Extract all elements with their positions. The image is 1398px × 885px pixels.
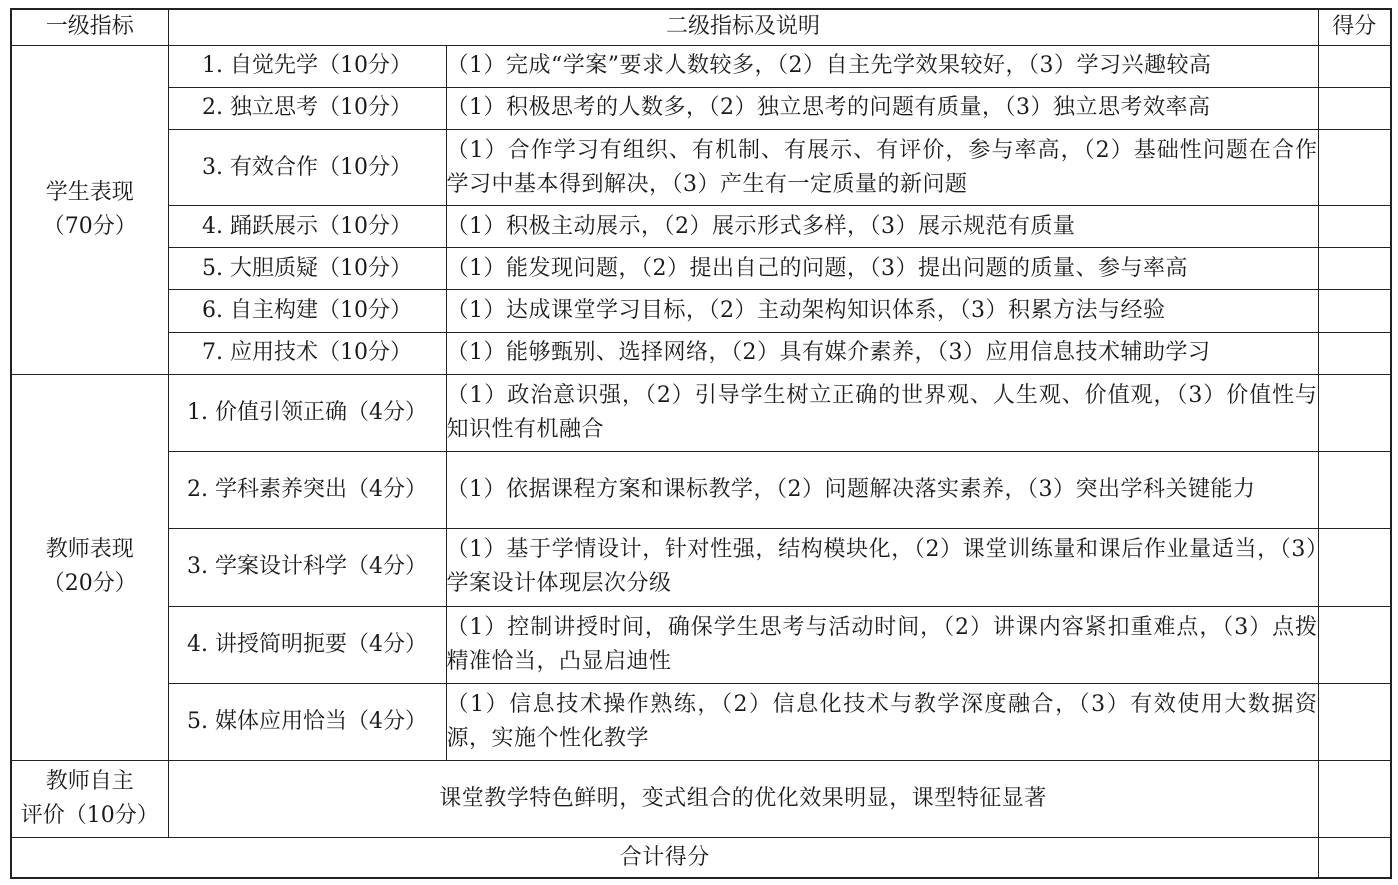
category-teacher-title: 教师表现 xyxy=(45,537,134,563)
score-cell[interactable] xyxy=(1318,374,1391,451)
sub-indicator: 4. 讲授简明扼要（4分） xyxy=(168,606,446,683)
table-row xyxy=(11,206,1391,248)
table-row xyxy=(11,451,1391,528)
category-self-eval-title: 教师自主 xyxy=(45,769,134,795)
category-self-eval xyxy=(11,761,168,838)
indicator-description: （1）积极主动展示，（2）展示形式多样，（3）展示规范有质量 xyxy=(446,206,1318,248)
evaluation-table xyxy=(10,8,1392,879)
indicator-description: （1）合作学习有组织、有机制、有展示、有评价，参与率高，（2）基础性问题在合作学习中基本得到解决，（3）产生有一定质量的新问题 xyxy=(446,129,1318,205)
score-cell[interactable] xyxy=(1318,529,1391,606)
table-row xyxy=(11,332,1391,374)
total-score-cell[interactable] xyxy=(1318,838,1391,878)
header-level2: 二级指标及说明 xyxy=(168,9,1318,45)
header-level1: 一级指标 xyxy=(11,9,168,45)
sub-indicator: 5. 媒体应用恰当（4分） xyxy=(168,683,446,760)
sub-indicator: 7. 应用技术（10分） xyxy=(168,332,446,374)
sub-indicator: 2. 学科素养突出（4分） xyxy=(168,451,446,528)
sub-indicator: 6. 自主构建（10分） xyxy=(168,290,446,332)
score-cell[interactable] xyxy=(1318,45,1391,87)
sub-indicator: 5. 大胆质疑（10分） xyxy=(168,248,446,290)
indicator-description: （1）积极思考的人数多，（2）独立思考的问题有质量，（3）独立思考效率高 xyxy=(446,87,1318,129)
category-student-points: （70分） xyxy=(42,213,137,239)
table-row xyxy=(11,683,1391,760)
table-row xyxy=(11,129,1391,205)
score-cell[interactable] xyxy=(1318,683,1391,760)
category-self-eval-points: 评价（10分） xyxy=(20,803,159,829)
indicator-description: （1）基于学情设计，针对性强，结构模块化，（2）课堂训练量和课后作业量适当，（3）学案设计体现层次分级 xyxy=(446,529,1318,606)
self-eval-description: 课堂教学特色鲜明，变式组合的优化效果明显，课型特征显著 xyxy=(168,761,1318,838)
indicator-description: （1）信息技术操作熟练，（2）信息化技术与教学深度融合，（3）有效使用大数据资源，实施个性化教学 xyxy=(446,683,1318,760)
score-cell[interactable] xyxy=(1318,290,1391,332)
indicator-description: （1）控制讲授时间，确保学生思考与活动时间，（2）讲课内容紧扣重难点，（3）点拨精准恰当，凸显启迪性 xyxy=(446,606,1318,683)
table-row xyxy=(11,374,1391,451)
indicator-description: （1）政治意识强，（2）引导学生树立正确的世界观、人生观、价值观，（3）价值性与知识性有机融合 xyxy=(446,374,1318,451)
indicator-description: （1）达成课堂学习目标，（2）主动架构知识体系，（3）积累方法与经验 xyxy=(446,290,1318,332)
category-teacher-points: （20分） xyxy=(42,571,137,597)
score-cell[interactable] xyxy=(1318,606,1391,683)
total-row xyxy=(11,838,1391,878)
table-row xyxy=(11,606,1391,683)
sub-indicator: 1. 价值引领正确（4分） xyxy=(168,374,446,451)
indicator-description: （1）依据课程方案和课标教学，（2）问题解决落实素养，（3）突出学科关键能力 xyxy=(446,451,1318,528)
sub-indicator: 3. 学案设计科学（4分） xyxy=(168,529,446,606)
table-row xyxy=(11,529,1391,606)
score-cell[interactable] xyxy=(1318,129,1391,205)
score-cell[interactable] xyxy=(1318,206,1391,248)
sub-indicator: 2. 独立思考（10分） xyxy=(168,87,446,129)
indicator-description: （1）能发现问题，（2）提出自己的问题，（3）提出问题的质量、参与率高 xyxy=(446,248,1318,290)
indicator-description: （1）完成“学案”要求人数较多，（2）自主先学效果较好，（3）学习兴趣较高 xyxy=(446,45,1318,87)
sub-indicator: 1. 自觉先学（10分） xyxy=(168,45,446,87)
header-row xyxy=(11,9,1391,45)
sub-indicator: 3. 有效合作（10分） xyxy=(168,129,446,205)
score-cell[interactable] xyxy=(1318,248,1391,290)
total-label: 合计得分 xyxy=(11,838,1318,878)
table-row xyxy=(11,248,1391,290)
score-cell[interactable] xyxy=(1318,332,1391,374)
category-teacher xyxy=(11,374,168,760)
category-student xyxy=(11,45,168,374)
category-student-title: 学生表现 xyxy=(45,179,134,205)
table-row xyxy=(11,290,1391,332)
score-cell[interactable] xyxy=(1318,761,1391,838)
header-score: 得分 xyxy=(1318,9,1391,45)
table-row xyxy=(11,45,1391,87)
sub-indicator: 4. 踊跃展示（10分） xyxy=(168,206,446,248)
indicator-description: （1）能够甄别、选择网络，（2）具有媒介素养，（3）应用信息技术辅助学习 xyxy=(446,332,1318,374)
score-cell[interactable] xyxy=(1318,87,1391,129)
table-row xyxy=(11,87,1391,129)
score-cell[interactable] xyxy=(1318,451,1391,528)
table-row xyxy=(11,761,1391,838)
